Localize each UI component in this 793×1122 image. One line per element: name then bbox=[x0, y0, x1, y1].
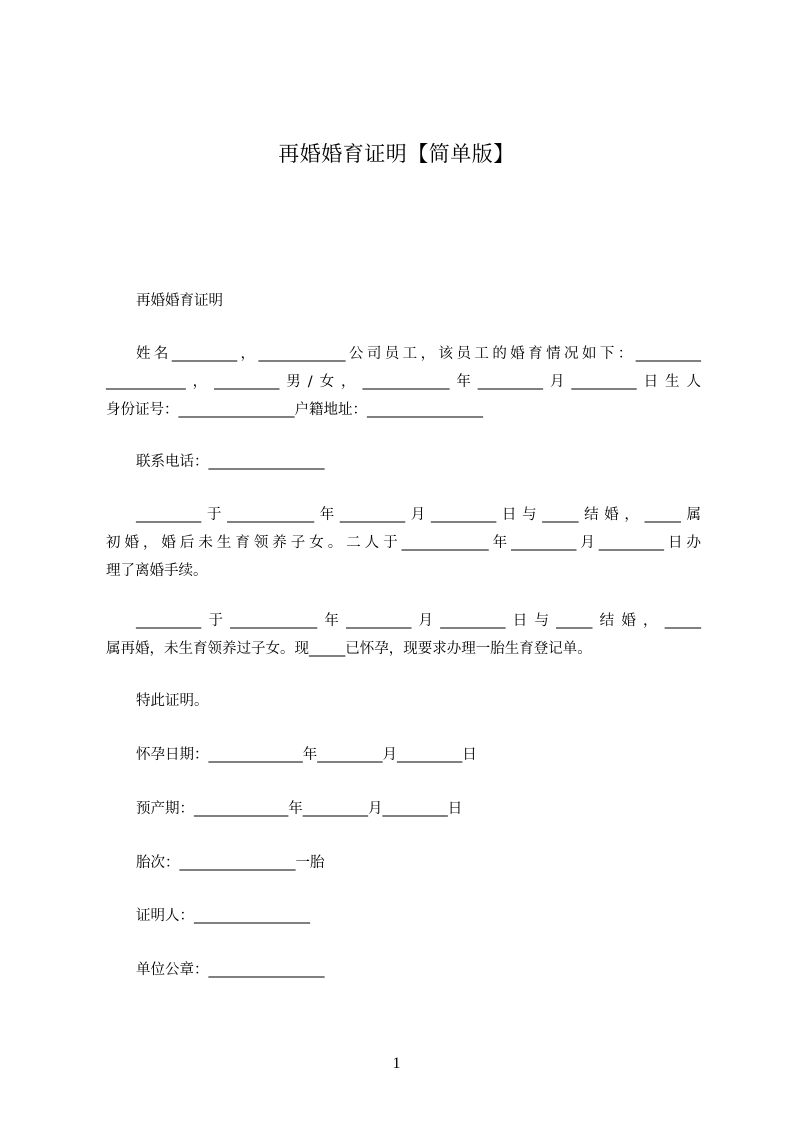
employee-info-line-1: 姓名_________，____________公司员工，该员工的婚育情况如下：_________ bbox=[136, 346, 701, 362]
due-date-line: 预产期：_____________年_________月_________日 bbox=[136, 801, 463, 817]
first-marriage-line-2: 初婚，婚后未生育领养子女。二人于____________年_________月_________日办 bbox=[106, 535, 701, 551]
remarriage-line-1: _________于____________年_________月_________日与_____结婚，_____ bbox=[136, 613, 701, 629]
remarriage-line-2: 属再婚，未生育领养过子女。现_____已怀孕，现要求办理一胎生育登记单。 bbox=[106, 641, 592, 657]
section-heading: 再婚婚育证明 bbox=[136, 293, 223, 309]
first-marriage-line-1: _________于____________年_________月_________日与_____结婚，_____属 bbox=[136, 507, 701, 523]
document-title: 再婚婚育证明【简单版】 bbox=[278, 142, 515, 166]
birth-order-line: 胎次：________________一胎 bbox=[136, 855, 325, 871]
certification-statement: 特此证明。 bbox=[136, 693, 209, 709]
contact-phone-line: 联系电话：________________ bbox=[136, 454, 325, 470]
page-number: 1 bbox=[392, 1055, 401, 1072]
employee-info-line-3: 身份证号：________________户籍地址：________________ bbox=[106, 402, 483, 418]
first-marriage-line-3: 理了离婚手续。 bbox=[106, 563, 208, 579]
employee-info-line-2: ___________，_________男/女，____________年_________月_________日生人 bbox=[106, 374, 701, 390]
certifier-line: 证明人：________________ bbox=[136, 908, 310, 924]
pregnancy-date-line: 怀孕日期：_____________年_________月_________日 bbox=[136, 747, 477, 763]
company-seal-line: 单位公章：________________ bbox=[136, 962, 325, 978]
